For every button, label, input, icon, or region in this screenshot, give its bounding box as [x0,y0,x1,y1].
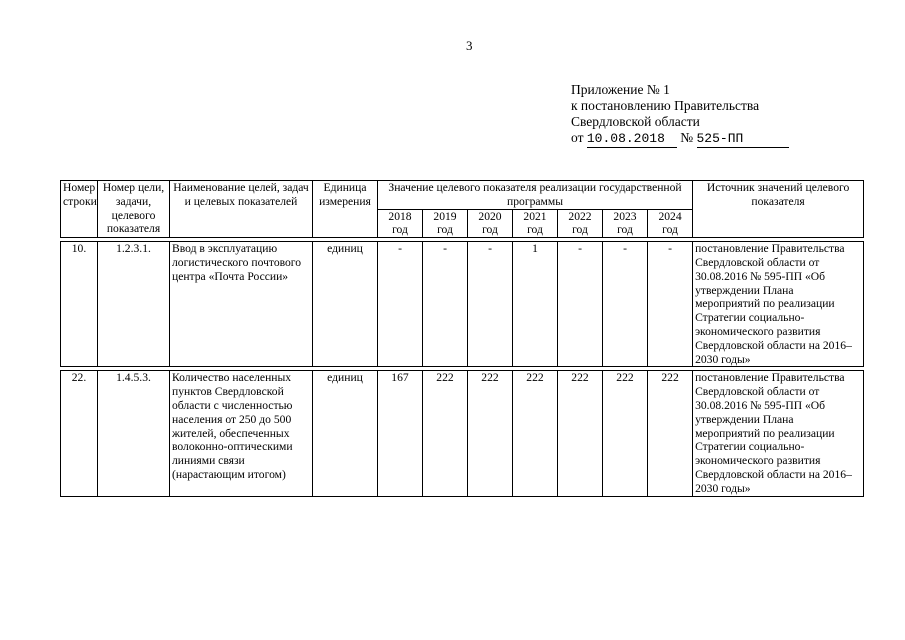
table-row [61,242,864,367]
header-year: 2023 год [603,209,648,238]
cell-value: 222 [423,371,468,496]
header-year: 2022 год [558,209,603,238]
cell-value: 222 [558,371,603,496]
cell-source: постановление Правительства Свердловской области от 30.08.2016 № 595-ПП «Об утверждении Плана мероприятий по реализации Стратегии социально-экономического развития Свердловской области на 2016–2030 годы» [693,371,864,496]
cell-name: Количество населенных пунктов Свердловской области с численностью населения от 250 до 500 жителей, обеспеченных волоконно-оптическими линиями связи (нарастающим итогом) [170,371,313,496]
cell-unit: единиц [313,371,378,496]
annex-number: 525-ПП [696,131,744,146]
cell-value: 222 [648,371,693,496]
cell-source: постановление Правительства Свердловской области от 30.08.2016 № 595-ПП «Об утверждении Плана мероприятий по реализации Стратегии социально-экономического развития Свердловской области на 2016–2030 годы» [693,242,864,367]
cell-value: - [558,242,603,367]
header-source: Источник значений целевого показателя [693,181,864,238]
cell-value: 222 [513,371,558,496]
header-row-1 [61,181,864,210]
header-values-group: Значение целевого показателя реализации государственной программы [378,181,693,210]
header-unit: Единица измерения [313,181,378,238]
cell-value: - [468,242,513,367]
page-number: 3 [466,38,473,53]
cell-value: - [378,242,423,367]
annex-block [571,82,789,148]
annex-line-3: Свердловской области [571,114,700,129]
header-goal-no: Номер цели, задачи, целевого показателя [98,181,170,238]
annex-number-prefix: № [680,130,694,145]
cell-value: 222 [603,371,648,496]
header-year: 2020 год [468,209,513,238]
header-year: 2024 год [648,209,693,238]
cell-value: - [423,242,468,367]
cell-name: Ввод в эксплуатацию логистического почтового центра «Почта России» [170,242,313,367]
annex-date: 10.08.2018 [586,131,665,146]
cell-value: 222 [468,371,513,496]
cell-value: 167 [378,371,423,496]
cell-row-no: 10. [61,242,98,367]
cell-goal-no: 1.4.5.3. [98,371,170,496]
header-year: 2018 год [378,209,423,238]
annex-line-2: к постановлению Правительства [571,98,760,113]
cell-unit: единиц [313,242,378,367]
header-year: 2019 год [423,209,468,238]
cell-row-no: 22. [61,371,98,496]
table-row [61,371,864,496]
cell-value: - [648,242,693,367]
cell-value: 1 [513,242,558,367]
header-year: 2021 год [513,209,558,238]
header-name: Наименование целей, задач и целевых показателей [170,181,313,238]
cell-goal-no: 1.2.3.1. [98,242,170,367]
annex-date-prefix: от [571,130,584,145]
indicators-table [60,180,864,497]
annex-date-line [571,130,789,148]
header-row-no: Номер строки [61,181,98,238]
annex-title: Приложение № 1 [571,82,670,97]
cell-value: - [603,242,648,367]
